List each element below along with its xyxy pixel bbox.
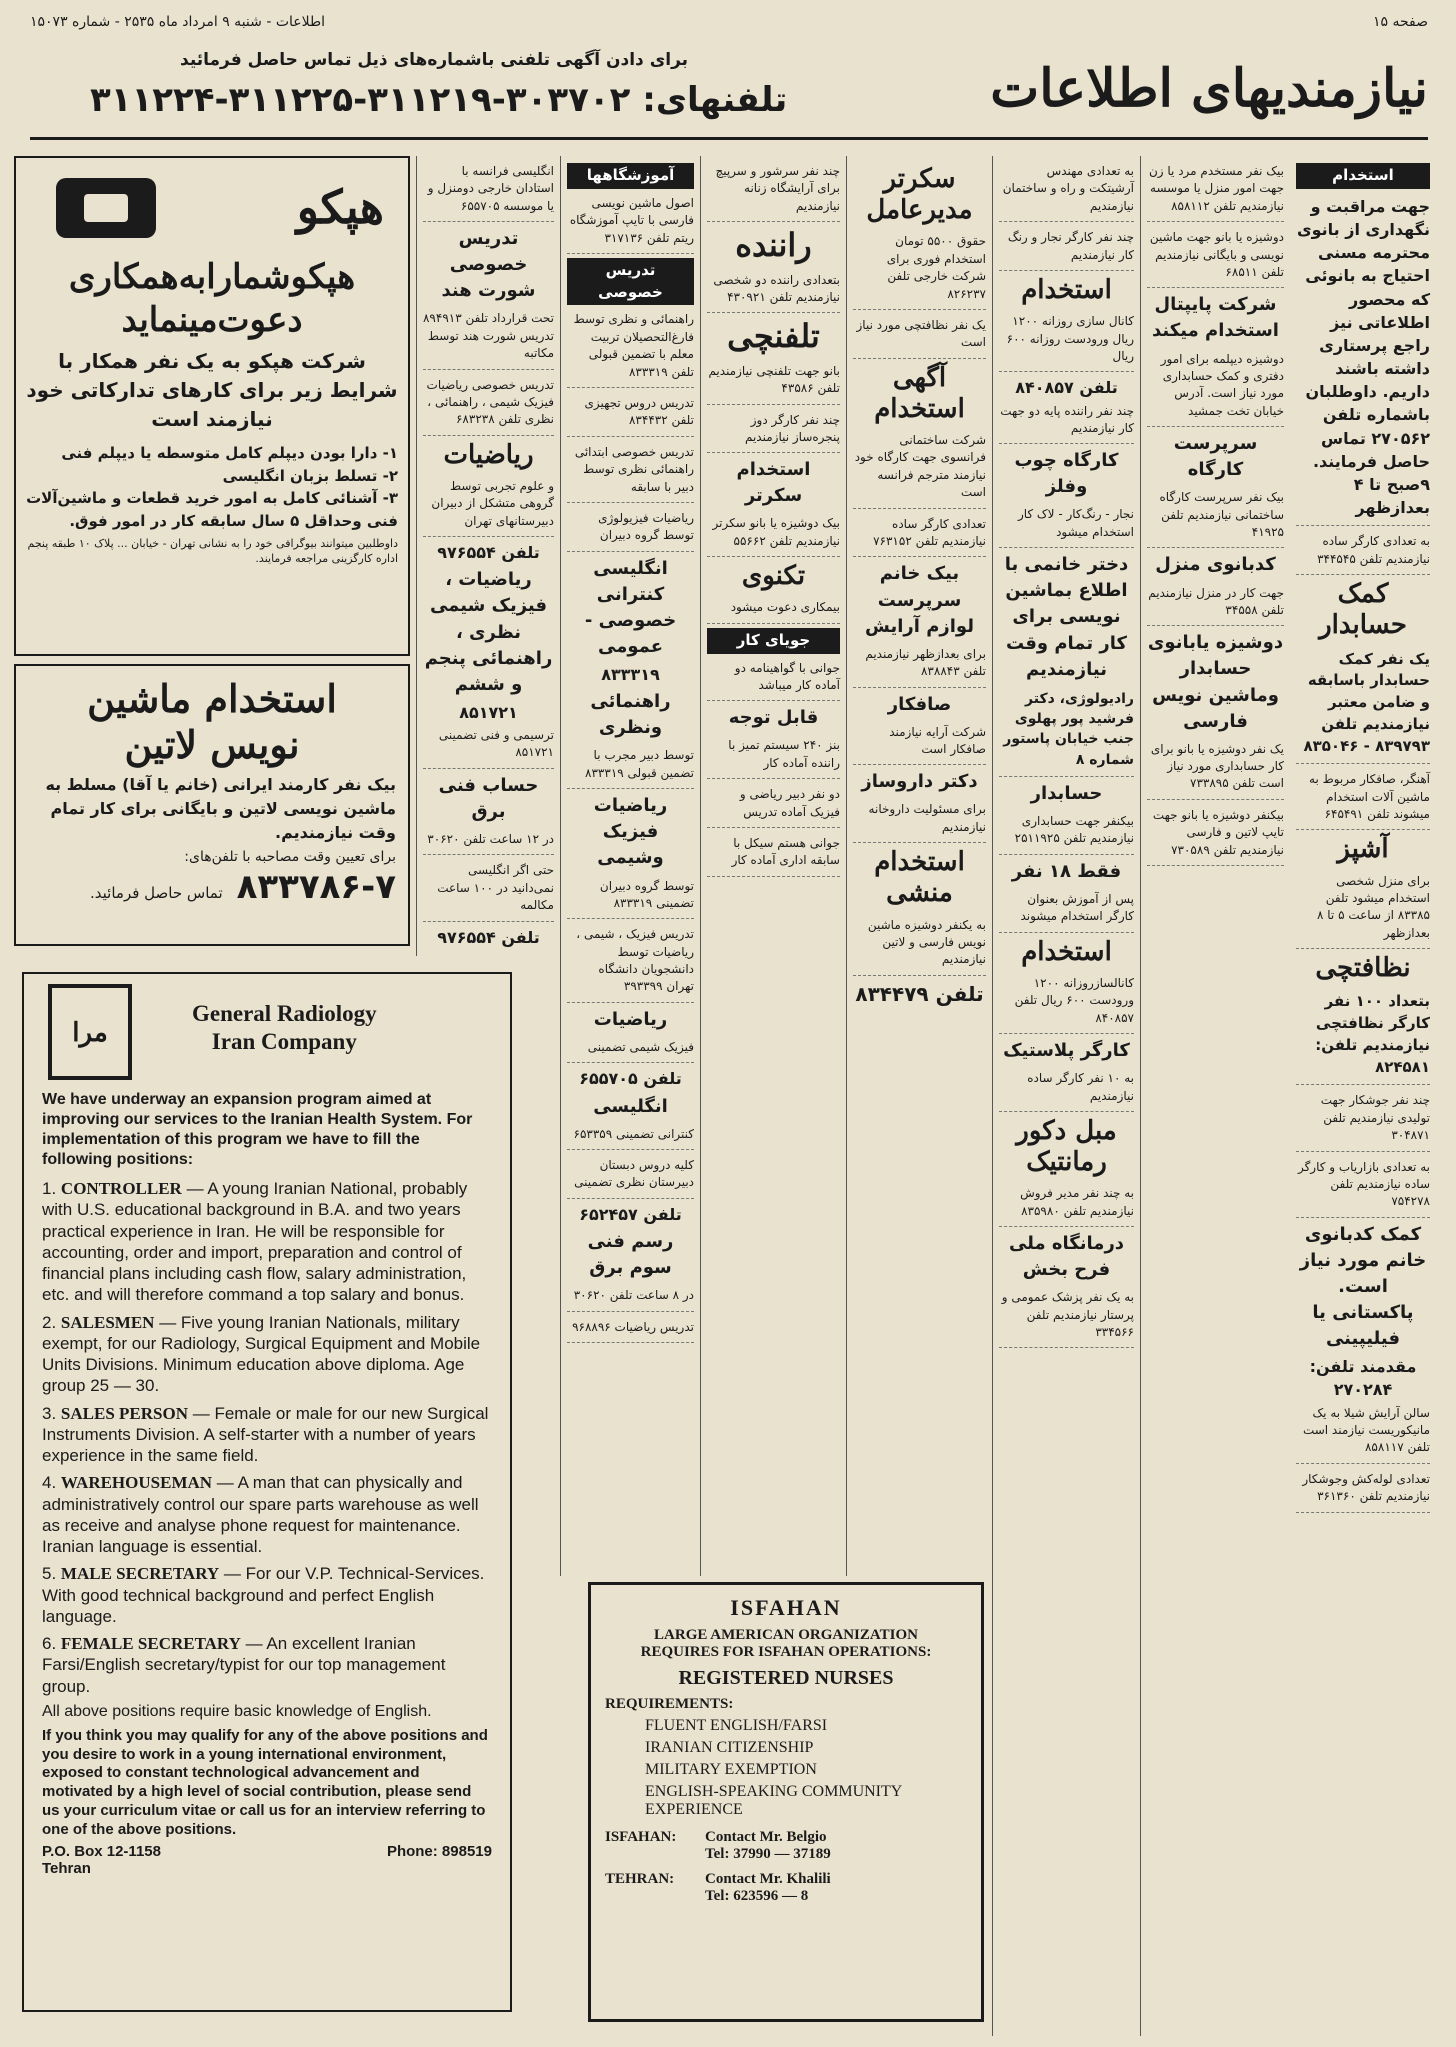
isfahan-contact-name: Contact Mr. Belgio [705,1829,827,1845]
col2-heading-3: کدبانوی منزل [1155,554,1276,576]
gr-closing: If you think you may qualify for any of the above positions and you desire to work in a young international environment, exposed to constant technological advancement and motivated by a high level of social contribution, please send us your curriculum vitae or call us for an interview referring to one of the above positions. [42,1726,488,1838]
col5-ad-4: چند نفر کارگر دوز پنجره‌ساز نیازمندیم [707,409,840,454]
hepco-body: شرکت هپکو به یک نفر همکار با شرایط زیر برای کارهای تدارکاتی خود نیازمند است [26,349,398,431]
col3-ad-8: پس از آموزش بعنوان کارگر استخدام میشوند [999,888,1134,933]
col4-ad-1: حقوق ۵۵۰۰ تومان استخدام فوری برای شرکت خارجی تلفن ۸۲۶۲۳۷ [853,230,986,310]
col1-ad-10: تعدادی لوله‌کش وجوشکار نیازمندیم تلفن ۳۶۱۳۶۰ [1296,1468,1430,1513]
col3-heading-7: کارگر پلاستیک [1003,1040,1130,1062]
classified-column-4 [846,156,992,1576]
gr-position-text: — An excellent Iranian Farsi/English secretary/typist for our top management group. [42,1634,446,1696]
col5-ad-3: بانو جهت تلفنچی نیازمندیم تلفن ۴۳۵۸۶ [707,360,840,405]
col2-ad-2: دوشیزه یا بانو جهت ماشین نویسی و بایگانی نیازمندیم تلفن ۶۸۵۱۱ [1147,226,1284,288]
col7-ad-7: حتی اگر انگلیسی نمی‌دانید در ۱۰۰ ساعت مکالمه [423,859,554,921]
gr-position-title: CONTROLLER [60,1179,182,1198]
classified-column-3 [992,156,1140,2036]
col3-ad-10: به ۱۰ نفر کارگر ساده نیازمندیم [999,1067,1134,1112]
col7-ad-2: تحت قرارداد تلفن ۸۹۴۹۱۳ تدریس شورت هند توسط مکاتبه [423,307,554,369]
hepco-footer: داوطلبین میتوانند بیوگرافی خود را به نشانی تهران - خیابان ... پلاک ۱۰ طبقه پنجم اداره کارگزینی مراجعه فرمایند. [27,537,398,566]
col5-ad-2: بتعدادی راننده دو شخصی نیازمندیم تلفن ۴۳۰۹۲۱ [707,269,840,314]
col6-phone-5: تلفن ۶۵۲۴۵۷ [579,1204,682,1224]
col7-heading-4: حساب فنی برق [438,774,539,822]
gr-pobox: P.O. Box 12-1158 [42,1843,161,1861]
col5-heading-4: تکنوی [741,561,806,592]
isfahan-title: ISFAHAN [730,1595,842,1620]
col2-ad-1: بیک نفر مستخدم مرد یا زن جهت امور منزل یا موسسه نیازمندیم تلفن ۸۵۸۱۱۲ [1147,160,1284,222]
gr-position-number: 5. [42,1564,57,1584]
col4-heading-4: صافکار [887,693,952,715]
col1-ad-7: چند نفر جوشکار جهت تولیدی نیازمندیم تلفن ۳۰۴۸۷۱ [1296,1089,1430,1151]
hepco-req-2: ۲- تسلط بزبان انگلیسی [222,466,398,485]
isfahan-position: REGISTERED NURSES [678,1667,894,1689]
general-radiology-logo: مرا [48,984,132,1080]
gr-position [42,1633,492,1697]
col2-heading-1: شرکت پایپتال استخدام میکند [1152,294,1279,342]
col5-heading-3: استخدام سکرتر [736,459,811,507]
col7-ad-1: انگلیسی فرانسه با استادان خارجی دومنزل و یا موسسه ۶۵۵۷۰۵ [423,160,554,222]
col1-ad-5: برای منزل شخصی استخدام میشود تلفن ۸۳۳۸۵ از ساعت ۵ تا ۸ بعدازظهر [1296,870,1430,950]
classified-column-1 [1290,156,1436,2036]
col2-ad-6: یک نفر دوشیزه یا بانو برای کار حسابداری مورد نیاز است تلفن ۷۳۳۸۹۵ [1147,738,1284,800]
col7-phone-2: تلفن ۹۷۶۵۵۴ [437,543,540,563]
classified-column-5 [700,156,846,1576]
col6-ad-4: تدریس خصوصی ابتدائی راهنمائی نظری توسط دبیر با سابقه [567,441,694,503]
hepco-logo-icon [56,178,156,238]
latin-ad-note: برای تعیین وقت مصاحبه با تلفن‌های: [184,849,396,866]
col4-ad-7: برای مسئولیت داروخانه نیازمندیم [853,798,986,843]
col2-heading-4: دوشیزه یابانوی حسابدار وماشین نویس فارسی [1147,632,1284,732]
col1-ad-6: بتعداد ۱۰۰ نفر کارگر نظافتچی نیازمندیم تلفن: ۸۲۴۵۸۱ [1296,988,1430,1085]
col6-heading-1: انگلیسی کنترانی خصوصی - عمومی [584,557,677,657]
col5-ad-8: بنز ۲۴۰ سیستم تمیز با راننده آماده کار [707,734,840,779]
col1-ad-2: به تعدادی کارگر ساده نیازمندیم تلفن ۳۴۴۵۴۵ [1296,530,1430,575]
col6-ad-9: فیزیک شیمی تضمینی [567,1036,694,1063]
gr-phone: Phone: 898519 [386,1843,492,1861]
col7-ad-5: ترسیمی و فنی تضمینی ۸۵۱۷۲۱ [423,724,554,769]
col2-ad-4: بیک نفر سرپرست کارگاه ساختمانی نیازمندیم تلفن ۴۱۹۲۵ [1147,486,1284,548]
top-strip [30,14,1428,36]
gr-position-text: — A young Iranian National, probably with U.S. educational background in B.A. and two years practical experience in Iran. He will be responsible for accounting, order and import, preparation and control of financial plans including cash flow, salary administration, etc. and will therefore command a top salary and bonus. [42,1179,468,1305]
col7-heading-1: تدریس خصوصی شورت هند [441,228,536,302]
company-name-1: General Radiology [192,1001,377,1026]
isfahan-contact-city: ISFAHAN: [605,1829,677,1845]
col4-ad-5: برای بعدازظهر نیازمندیم تلفن ۸۳۸۸۴۳ [853,643,986,688]
isfahan-req-list [605,1717,967,1819]
col2-heading-2: سرپرست کارگاه [1173,433,1258,481]
col5-tag: جویای کار [707,628,840,654]
col6-ad-10: کنترانی تضمینی ۶۵۳۳۵۹ [567,1123,694,1150]
col6-ad-3: تدریس دروس تجهیزی تلفن ۸۳۴۴۳۲ [567,392,694,437]
gr-position-number: 6. [42,1634,57,1653]
gr-position-number: 1. [42,1179,57,1198]
col3-ad-3: کانال سازی روزانه ۱۲۰۰ ریال ورودست روزانه ۶۰۰ ریال [999,310,1134,372]
latin-typist-ad [14,664,410,946]
col6-ad-2: راهنمائی و نظری توسط فارغ‌التحصیلان تربیت معلم با تضمین قبولی تلفن ۸۳۳۳۱۹ [567,308,694,388]
col7-heading-3: ریاضیات ، فیزیک شیمی نظری ، راهنمائی پنجم و ششم [424,569,553,695]
isfahan-requirement: MILITARY EXEMPTION [645,1761,817,1778]
col4-ad-6: شرکت آرایه نیازمند صافکار است [853,721,986,766]
latin-ad-title-2: نویس لاتین [124,721,300,767]
classified-column-2 [1140,156,1290,2036]
gr-position-text: — Five young Iranian Nationals, military exempt, for our Radiology, Surgical Equipment and Mobile Units Divisions. Minimum education above diploma. Age group 25 — 30. [42,1312,481,1396]
col7-ad-4: و علوم تجربی توسط گروهی متشکل از دبیران دبیرستانهای تهران [423,475,554,537]
col1-heading-4: کمک کدبانوی خانم مورد نیاز است. پاکستانی یا فیلیپینی [1299,1223,1427,1350]
col6-tag-1: آموزشگاهها [567,163,694,189]
col6-ad-5: ریاضیات فیزیولوژی توسط گروه دبیران [567,507,694,552]
col3-heading-4: حسابدار [1030,782,1103,804]
gr-position-title: FEMALE SECRETARY [60,1634,241,1653]
masthead [30,44,1428,140]
col3-heading-2: کارگاه چوب وفلز [1014,450,1119,498]
isfahan-line-2: REQUIRES FOR ISFAHAN OPERATIONS: [640,1644,932,1660]
gr-position [42,1563,492,1627]
col3-heading-9: درمانگاه ملی فرح بخش [1008,1233,1125,1281]
col7-phone-3: ۸۵۱۷۲۱ [459,702,518,722]
tehran-contact-name: Contact Mr. Khalili [705,1871,831,1887]
col3-ad-2: چند نفر کارگر نجار و رنگ کار نیازمندیم [999,226,1134,271]
col7-ad-3: تدریس خصوصی ریاضیات فیزیک شیمی ، راهنمائی ، نظری تلفن ۶۸۳۲۳۸ [423,374,554,436]
gr-position [42,1312,492,1397]
latin-ad-cta: تماس حاصل فرمائید. [90,884,223,903]
col2-ad-5: جهت کار در منزل نیازمندیم تلفن ۳۴۵۵۸ [1147,582,1284,627]
col6-heading-2: راهنمائی ونظری [590,691,671,739]
page-number: صفحه ۱۵ [1372,14,1428,30]
gr-position-text: — For our V.P. Technical-Services. With good technical background and perfect English language. [42,1564,485,1626]
latin-ad-title-1: استخدام ماشین [87,676,337,721]
isfahan-contact-tel: Tel: 37990 — 37189 [705,1846,831,1862]
gr-position-title: SALESMEN [60,1312,155,1332]
col5-ad-5: بیک دوشیزه یا بانو سکرتر نیازمندیم تلفن ۵۵۶۶۲ [707,512,840,557]
col1-ad-8: به تعدادی بازاریاب و کارگر ساده نیازمندیم تلفن ۷۵۴۲۷۸ [1296,1156,1430,1218]
col6-ad-13: تدریس ریاضیات ۹۶۸۸۹۶ [567,1316,694,1343]
newspaper-section-title: نیازمندیهای اطلاعات [990,58,1428,119]
col5-heading-1: راننده [735,226,812,265]
col3-ad-7: بیکنفر جهت حسابداری نیازمندیم تلفن ۲۵۱۱۹۲۵ [999,810,1134,855]
classified-column-6 [560,156,700,1576]
latin-ad-body: بیک نفر کارمند ایرانی (خانم یا آقا) مسلط به ماشین نویسی لاتین و بایگانی برای کار تمام وقت نیازمندیم. [45,775,396,843]
gr-city: Tehran [42,1860,91,1878]
col3-heading-6: استخدام [1021,936,1112,967]
gr-positions-list [42,1178,492,1697]
col3-phone-1: تلفن ۸۴۰۸۵۷ [1015,378,1118,398]
isfahan-req-label: REQUIREMENTS: [605,1696,734,1712]
col2-ad-7: بیکنفر دوشیزه یا بانو جهت تایپ لاتین و فارسی نیازمندیم تلفن ۷۳۰۵۸۹ [1147,804,1284,866]
col4-ad-4: تعدادی کارگر ساده نیازمندیم تلفن ۷۶۳۱۵۲ [853,513,986,558]
gr-position-text: — Female or male for our new Surgical Instruments Division. A self-starter with a number of years experience in the same field. [42,1403,489,1465]
col4-heading-1: سکرتر مدیرعامل [866,164,973,226]
classified-column-7 [416,156,560,956]
col5-ad-1: چند نفر سرشور و سرپیچ برای آرایشگاه زنانه نیازمندیم [707,160,840,222]
col3-heading-3: دختر خانمی با اطلاع بماشین نویسی برای کار تمام وقت نیازمندیم [1004,554,1129,680]
col4-heading-3: بیک خانم سرپرست لوازم آرایش [865,563,974,637]
masthead-note: برای دادن آگهی تلفنی باشماره‌های ذیل تماس حاصل فرمائید [180,50,689,70]
col1-ad-9: سالن آرایش شیلا به یک مانیکوریست نیازمند است تلفن ۸۵۸۱۱۷ [1296,1402,1430,1464]
col3-heading-5: فقط ۱۸ نفر [1011,860,1122,882]
col5-ad-6: بیمکاری دعوت میشود [707,596,840,623]
gr-position-title: SALES PERSON [60,1403,188,1423]
col6-heading-4: ریاضیات [593,1008,668,1030]
gr-position-title: MALE SECRETARY [60,1564,220,1584]
col5-heading-2: تلفنچی [727,317,820,356]
isfahan-ad [588,1582,984,2022]
gr-position-text: — A man that can physically and administratively control our spare parts warehouse as well as receive and analyse phone request for maintenance. Iranian language is essential. [42,1473,479,1556]
col4-heading-6: استخدام منشی [874,847,965,909]
latin-ad-phone: ۸۳۳۷۸۶-۷ [236,867,396,908]
col1-phone-4: مقدمند تلفن: ۲۷۰۲۸۴ [1309,1357,1417,1400]
hepco-ad [14,156,410,656]
col5-ad-10: جوانی هستم سیکل با سابقه اداری آماده کار [707,832,840,877]
col3-ad-6: رادیولوژی، دکتر فرشید پور پهلوی جنب خیابان پاستور شماره ۸ [999,686,1134,777]
col6-ad-1: اصول ماشین نویسی فارسی با تایپ آموزشگاه ریتم تلفن ۳۱۷۱۳۶ [567,192,694,254]
col3-heading-8: مبل دکور رمانتیک [1016,1115,1117,1178]
col5-ad-9: دو نفر دبیر ریاضی و فیزیک آماده تدریس [707,783,840,828]
gr-position-title: WAREHOUSEMAN [60,1473,213,1493]
col6-ad-7: توسط گروه دبیران تضمینی ۸۳۳۳۱۹ [567,875,694,920]
col1-heading-3: نظافتچی [1315,953,1411,984]
isfahan-requirement: IRANIAN CITIZENSHIP [645,1739,814,1756]
col3-ad-5: نجار - رنگ‌کار - لاک کار استخدام میشود [999,503,1134,548]
col4-heading-2: آگهی استخدام [874,362,965,424]
col6-ad-12: در ۸ ساعت تلفن ۳۰۶۲۰ [567,1284,694,1311]
col6-phone-4: تلفن ۶۵۵۷۰۵ [579,1069,682,1089]
gr-basic: All above positions require basic knowledge of English. [42,1702,432,1720]
hepco-req-3: ۳- آشنائی کامل به امور خرید قطعات و ماشین‌آلات فنی وحداقل ۵ سال سابقه کار در امور فوق. [26,489,398,530]
col3-ad-1: به تعدادی مهندس آرشیتکت و راه و ساختمان نیازمندیم [999,160,1134,222]
hepco-req-1: ۱- دارا بودن دیپلم کامل متوسطه یا دیپلم فنی [61,444,398,462]
isfahan-requirement: ENGLISH-SPEAKING COMMUNITY EXPERIENCE [645,1783,902,1818]
col6-heading-5: انگلیسی [593,1095,668,1117]
col6-phone-1: ۸۳۳۳۱۹ [601,665,660,685]
col1-tag: استخدام [1296,163,1430,189]
col4-phone-6: تلفن ۸۳۴۴۷۹ [855,981,984,1006]
col7-phone-4: تلفن ۹۷۶۵۵۴ [437,927,540,947]
gr-position [42,1178,492,1306]
col6-tag-2: تدریس خصوصی [567,258,694,306]
col1-ad-4: آهنگر، صافکار مربوط به ماشین آلات استخدام میشوند تلفن ۶۴۵۴۹۱ [1296,768,1430,830]
col3-heading-1: استخدام [1021,274,1112,305]
col6-heading-6: رسم فنی سوم برق [587,1231,674,1279]
col4-ad-2: یک نفر نظافتچی مورد نیاز است [853,314,986,359]
col3-ad-9: کانالسازروزانه ۱۲۰۰ ورودست ۶۰۰ ریال تلفن ۸۴۰۸۵۷ [999,972,1134,1034]
gr-position [42,1472,492,1557]
masthead-phones: تلفنهای: ۳۰۳۷۰۲-۳۱۱۲۱۹-۳۱۱۲۲۵-۳۱۱۲۲۴ [90,80,788,120]
col5-heading-5: قابل توجه [728,707,819,729]
general-radiology-ad [22,972,512,2012]
gr-position [42,1403,492,1467]
company-name-2: Iran Company [211,1028,357,1054]
col1-ad-3: یک نفر کمک حسابدار باسابقه و ضامن معتبر نیازمندیم تلفن ۸۳۹۷۹۳ - ۸۳۵۰۴۶ [1296,646,1430,765]
hepco-brand: هپکو [296,180,384,234]
isfahan-line-1: LARGE AMERICAN ORGANIZATION [654,1627,918,1643]
hepco-title-1: هپکوشمارابه‌همکاری [68,257,356,297]
col6-ad-8: تدریس فیزیک ، شیمی ، ریاضیات توسط دانشجویان دانشگاه تهران ۳۹۳۳۹۹ [567,923,694,1003]
col3-ad-11: به چند نفر مدیر فروش نیازمندیم تلفن ۸۳۵۹۸۰ [999,1182,1134,1227]
isfahan-requirement: FLUENT ENGLISH/FARSI [645,1717,828,1734]
col4-ad-3: شرکت ساختمانی فرانسوی جهت کارگاه خود نیازمند مترجم فرانسه است [853,429,986,509]
tehran-contact-tel: Tel: 623596 — 8 [705,1888,809,1904]
gr-position-number: 4. [42,1473,57,1493]
col4-heading-5: دکتر داروساز [861,771,978,793]
tehran-contact-city: TEHRAN: [605,1871,675,1887]
col7-heading-2: ریاضیات [443,439,534,470]
col7-ad-6: در ۱۲ ساعت تلفن ۳۰۶۲۰ [423,828,554,855]
col5-ad-7: جوانی با گواهینامه دو آماده کار میباشد [707,657,840,702]
col4-ad-8: به یکنفر دوشیزه ماشین نویس فارسی و لاتین نیازمندیم [853,914,986,976]
gr-intro: We have underway an expansion program aimed at improving our services to the Iranian Health System. For implementation of this program we have to fill the following positions: [42,1091,473,1168]
col3-ad-12: به یک نفر پزشک عمومی و پرستار نیازمندیم تلفن ۳۳۴۵۶۶ [999,1286,1134,1348]
issue-info: اطلاعات - شنبه ۹ امرداد ماه ۲۵۳۵ - شماره ۱۵۰۷۳ [30,14,326,30]
col6-ad-6: توسط دبیر مجرب با تضمین قبولی ۸۳۳۳۱۹ [567,744,694,789]
col2-ad-3: دوشیزه دیپلمه برای امور دفتری و کمک حسابداری مورد نیاز است. آدرس خیابان تخت جمشید [1147,348,1284,428]
gr-position-number: 2. [42,1312,57,1332]
gr-position-number: 3. [42,1403,57,1423]
col3-ad-4: چند نفر راننده پایه دو جهت کار نیازمندیم [999,400,1134,445]
hepco-title-2: دعوت‌مینماید [121,299,303,340]
col1-heading-1: کمک حسابدار [1319,579,1407,641]
col1-ad-1: جهت مراقبت و نگهداری از بانوی محترمه مسنی احتیاج به بانوئی که محصور اطلاعاتی نیز راجع پرستاری داشته باشند داریم. داوطلبان باشماره تلفن ۲۷۰۵۶۲ تماس حاصل فرمایند. ۹صبح تا ۴ بعدازظهر [1296,192,1430,527]
col6-heading-3: ریاضیات فیزیک وشیمی [593,795,668,869]
col6-ad-11: کلیه دروس دبستان دبیرستان نظری تضمینی [567,1154,694,1199]
col1-heading-2: آشپز [1337,834,1389,865]
